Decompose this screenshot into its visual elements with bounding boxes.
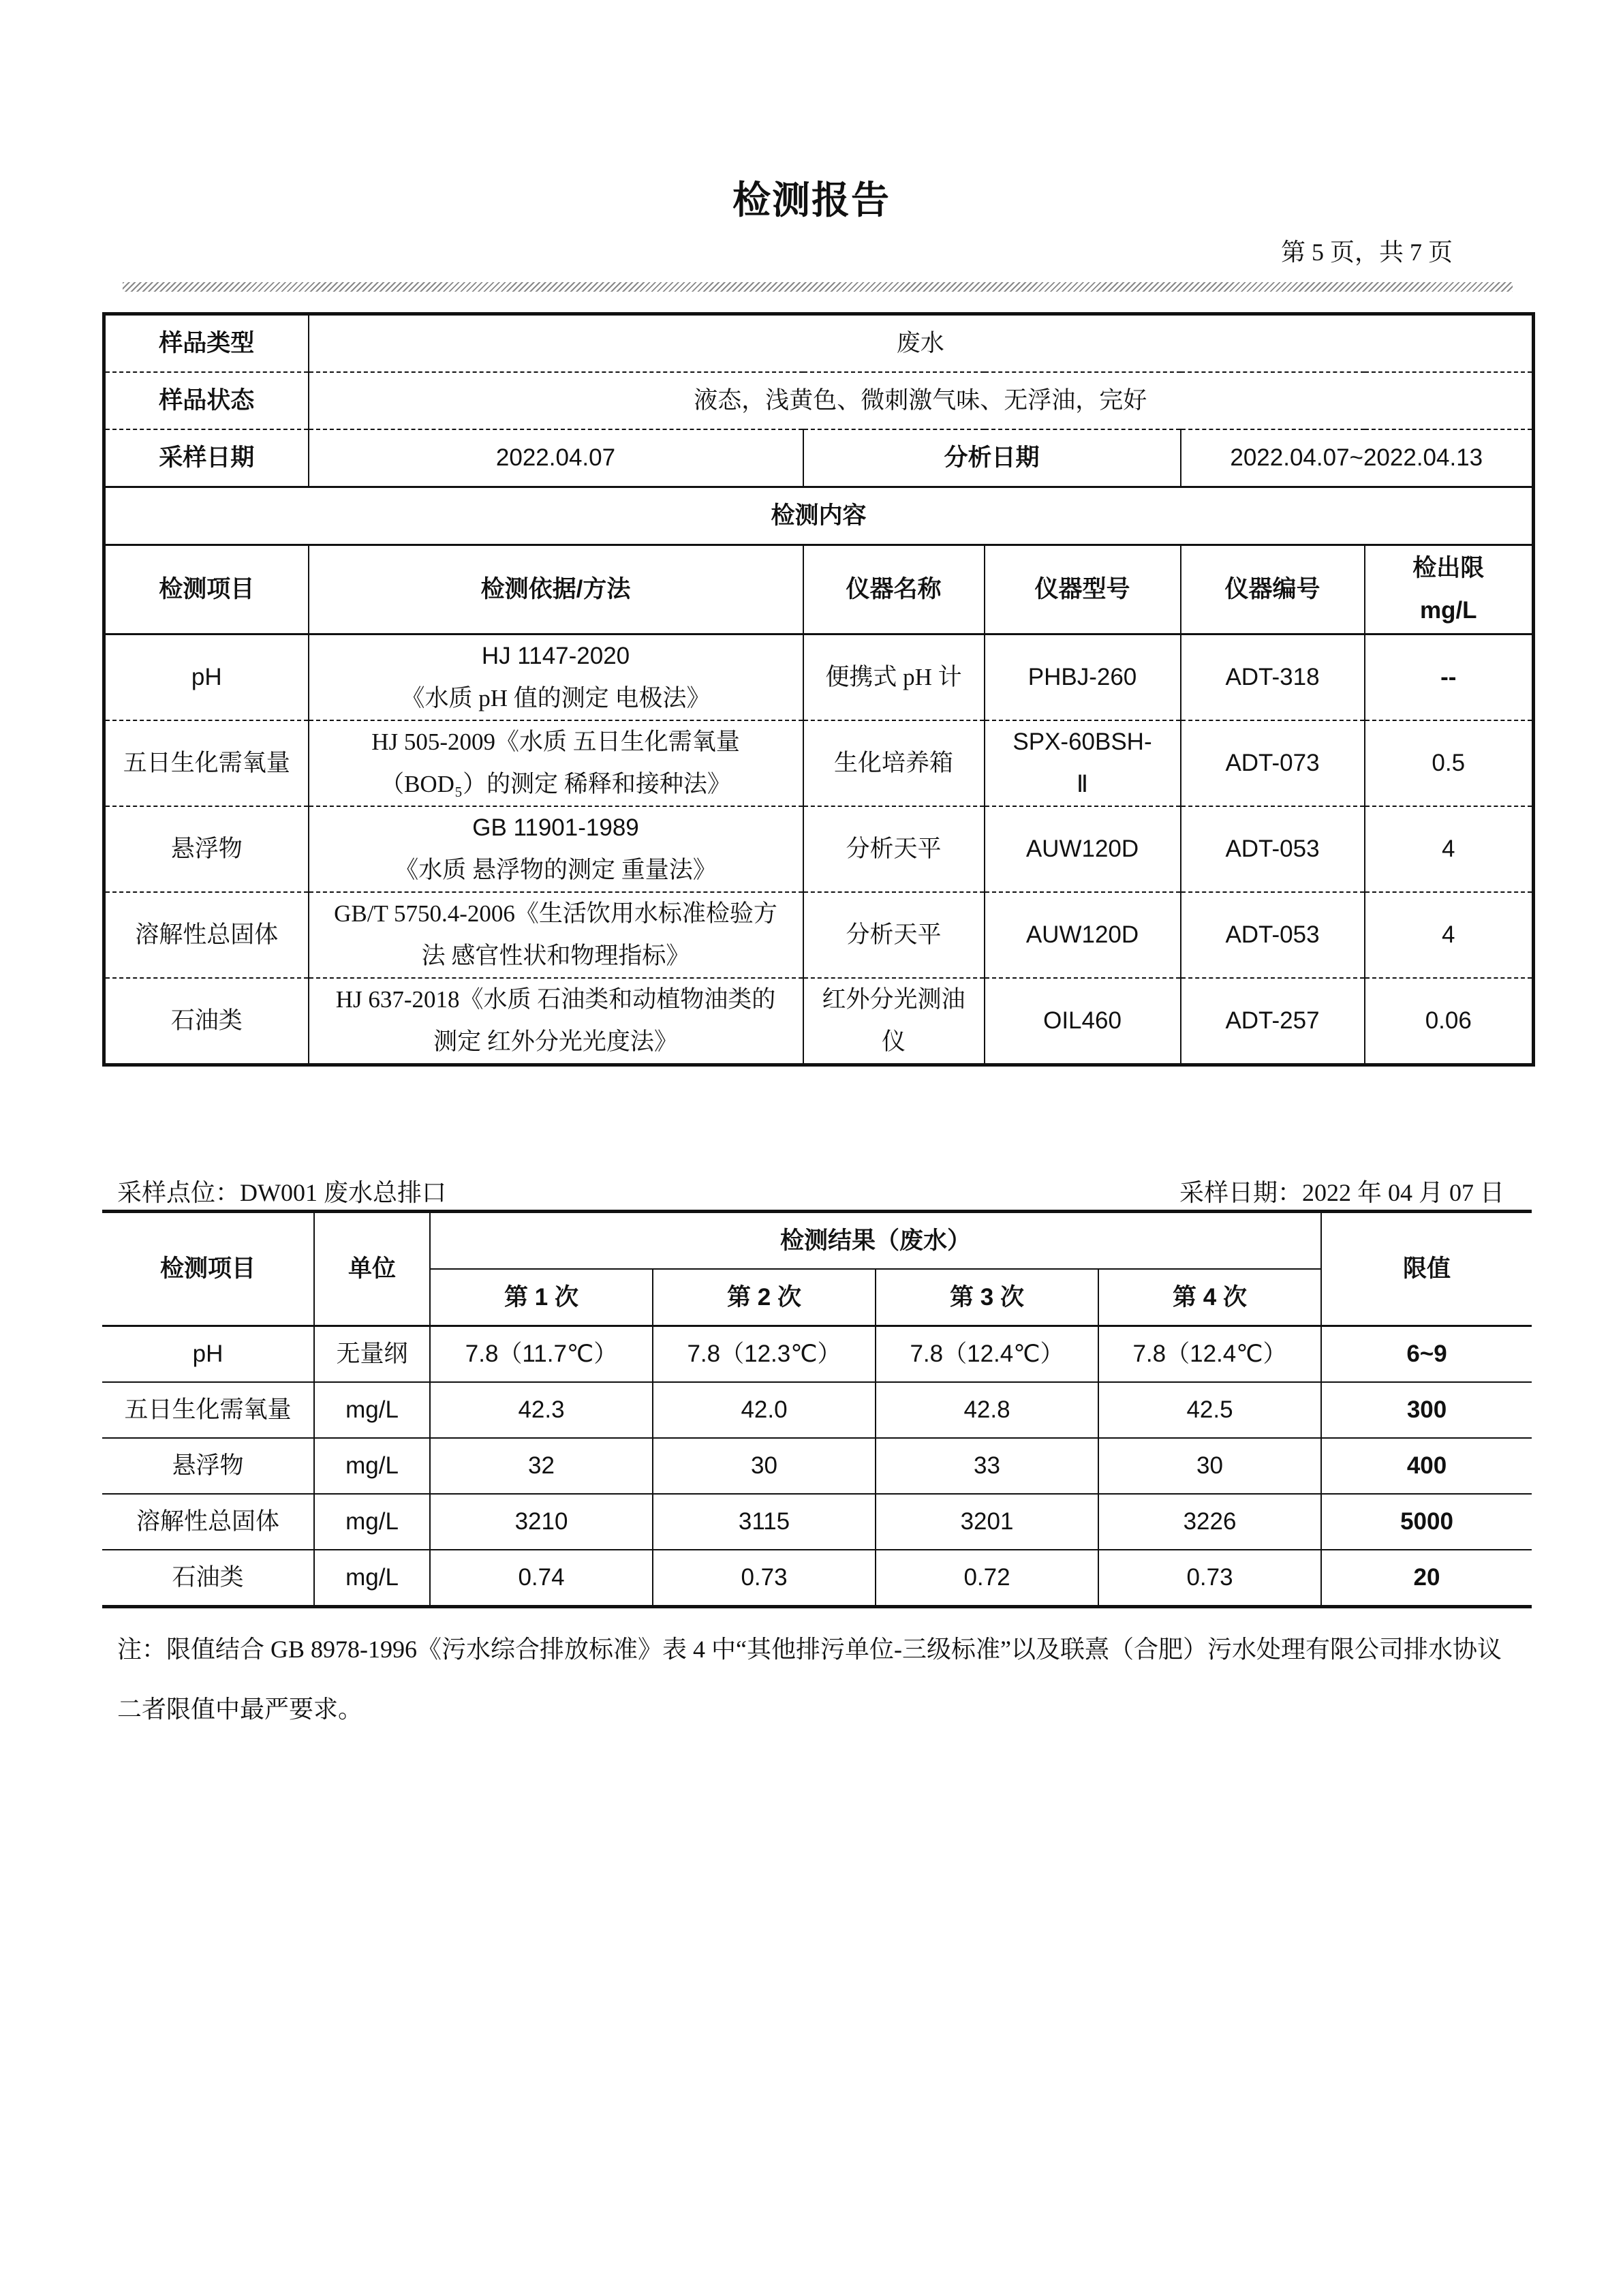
results-header-limit: 限值 bbox=[1321, 1212, 1532, 1326]
result-limit: 6~9 bbox=[1321, 1326, 1532, 1383]
header-method: 检测依据/方法 bbox=[309, 545, 803, 634]
result-run-2: 0.73 bbox=[653, 1550, 876, 1607]
method-model: OIL460 bbox=[985, 978, 1181, 1065]
result-run-4: 42.5 bbox=[1098, 1382, 1321, 1438]
result-unit: mg/L bbox=[314, 1494, 430, 1550]
section-title: 检测内容 bbox=[104, 487, 1534, 545]
header-item: 检测项目 bbox=[104, 545, 309, 634]
method-item: 五日生化需氧量 bbox=[104, 720, 309, 806]
result-unit: mg/L bbox=[314, 1550, 430, 1607]
result-run-2: 3115 bbox=[653, 1494, 876, 1550]
method-instrument: 分析天平 bbox=[803, 892, 985, 978]
method-limit: 0.5 bbox=[1365, 720, 1534, 806]
result-item: 五日生化需氧量 bbox=[102, 1382, 314, 1438]
sampling-date-value: 2022.04.07 bbox=[309, 429, 803, 487]
result-item: pH bbox=[102, 1326, 314, 1383]
method-limit: 4 bbox=[1365, 892, 1534, 978]
result-limit: 20 bbox=[1321, 1550, 1532, 1607]
footnote: 注：限值结合 GB 8978-1996《污水综合排放标准》表 4 中“其他排污单位-三级标准”以及联熹（合肥）污水处理有限公司排水协议二者限值中最严要求。 bbox=[117, 1636, 1502, 1723]
results-header-unit: 单位 bbox=[314, 1212, 430, 1326]
page-title: 检测报告 bbox=[732, 179, 891, 221]
method-model: PHBJ-260 bbox=[985, 634, 1181, 721]
result-run-2: 42.0 bbox=[653, 1382, 876, 1438]
result-run-2: 7.8（12.3℃） bbox=[653, 1326, 876, 1383]
result-row bbox=[102, 1326, 1532, 1383]
results-header-group: 检测结果（废水） bbox=[430, 1212, 1321, 1270]
analysis-date-value: 2022.04.07~2022.04.13 bbox=[1181, 429, 1534, 487]
method-instrument: 红外分光测油 仪 bbox=[803, 978, 985, 1065]
method-serial: ADT-257 bbox=[1181, 978, 1365, 1065]
result-run-4: 7.8（12.4℃） bbox=[1098, 1326, 1321, 1383]
result-run-4: 30 bbox=[1098, 1438, 1321, 1494]
method-standard: HJ 1147-2020 《水质 pH 值的测定 电极法》 bbox=[309, 634, 803, 721]
method-row bbox=[104, 720, 1534, 806]
method-limit: 0.06 bbox=[1365, 978, 1534, 1065]
methods-table bbox=[102, 312, 1535, 1067]
result-row bbox=[102, 1438, 1532, 1494]
sample-state-value: 液态，浅黄色、微刺激气味、无浮油，完好 bbox=[309, 372, 1534, 429]
header-model: 仪器型号 bbox=[985, 545, 1181, 634]
method-item: pH bbox=[104, 634, 309, 721]
method-model: AUW120D bbox=[985, 892, 1181, 978]
method-limit: -- bbox=[1365, 634, 1534, 721]
result-unit: mg/L bbox=[314, 1382, 430, 1438]
result-row bbox=[102, 1494, 1532, 1550]
result-unit: mg/L bbox=[314, 1438, 430, 1494]
method-standard: HJ 637-2018《水质 石油类和动植物油类的 测定 红外分光光度法》 bbox=[309, 978, 803, 1065]
sample-type-value: 废水 bbox=[309, 314, 1534, 373]
header-instrument: 仪器名称 bbox=[803, 545, 985, 634]
method-serial: ADT-073 bbox=[1181, 720, 1365, 806]
method-instrument: 分析天平 bbox=[803, 806, 985, 892]
method-item: 石油类 bbox=[104, 978, 309, 1065]
results-header-run-2: 第 2 次 bbox=[653, 1269, 876, 1326]
results-header-run-3: 第 3 次 bbox=[876, 1269, 1098, 1326]
result-limit: 5000 bbox=[1321, 1494, 1532, 1550]
result-run-3: 3201 bbox=[876, 1494, 1098, 1550]
method-standard: GB 11901-1989 《水质 悬浮物的测定 重量法》 bbox=[309, 806, 803, 892]
analysis-date-label: 分析日期 bbox=[803, 429, 1181, 487]
result-item: 石油类 bbox=[102, 1550, 314, 1607]
method-row bbox=[104, 892, 1534, 978]
results-table bbox=[102, 1210, 1532, 1608]
results-header-item: 检测项目 bbox=[102, 1212, 314, 1326]
method-serial: ADT-053 bbox=[1181, 806, 1365, 892]
method-instrument: 便携式 pH 计 bbox=[803, 634, 985, 721]
method-model: SPX-60BSH- Ⅱ bbox=[985, 720, 1181, 806]
result-item: 溶解性总固体 bbox=[102, 1494, 314, 1550]
method-serial: ADT-053 bbox=[1181, 892, 1365, 978]
method-row bbox=[104, 634, 1534, 721]
result-run-2: 30 bbox=[653, 1438, 876, 1494]
sample-type-row bbox=[104, 314, 1534, 373]
result-run-1: 0.74 bbox=[430, 1550, 653, 1607]
method-standard: HJ 505-2009《水质 五日生化需氧量 （BOD₅）的测定 稀释和接种法》 bbox=[309, 720, 803, 806]
sampling-date-label: 采样日期 bbox=[104, 429, 309, 487]
header-divider bbox=[123, 282, 1513, 292]
method-model: AUW120D bbox=[985, 806, 1181, 892]
results-header-run-4: 第 4 次 bbox=[1098, 1269, 1321, 1326]
result-unit: 无量纲 bbox=[314, 1326, 430, 1383]
sample-state-row bbox=[104, 372, 1534, 429]
result-item: 悬浮物 bbox=[102, 1438, 314, 1494]
method-item: 溶解性总固体 bbox=[104, 892, 309, 978]
result-limit: 400 bbox=[1321, 1438, 1532, 1494]
method-item: 悬浮物 bbox=[104, 806, 309, 892]
result-run-4: 0.73 bbox=[1098, 1550, 1321, 1607]
page-number: 第 5 页，共 7 页 bbox=[1280, 239, 1453, 266]
result-limit: 300 bbox=[1321, 1382, 1532, 1438]
method-serial: ADT-318 bbox=[1181, 634, 1365, 721]
results-header-row-1 bbox=[102, 1212, 1532, 1270]
date-row bbox=[104, 429, 1534, 487]
method-instrument: 生化培养箱 bbox=[803, 720, 985, 806]
result-row bbox=[102, 1550, 1532, 1607]
results-sampling-date: 采样日期：2022 年 04 月 07 日 bbox=[1179, 1179, 1504, 1206]
result-run-1: 3210 bbox=[430, 1494, 653, 1550]
methods-header-row bbox=[104, 545, 1534, 634]
method-row bbox=[104, 806, 1534, 892]
method-standard: GB/T 5750.4-2006《生活饮用水标准检验方 法 感官性状和物理指标》 bbox=[309, 892, 803, 978]
method-limit: 4 bbox=[1365, 806, 1534, 892]
results-header-run-1: 第 1 次 bbox=[430, 1269, 653, 1326]
result-run-3: 42.8 bbox=[876, 1382, 1098, 1438]
sample-type-label: 样品类型 bbox=[104, 314, 309, 373]
result-run-4: 3226 bbox=[1098, 1494, 1321, 1550]
result-run-3: 33 bbox=[876, 1438, 1098, 1494]
header-serial: 仪器编号 bbox=[1181, 545, 1365, 634]
result-run-1: 7.8（11.7℃） bbox=[430, 1326, 653, 1383]
sample-state-label: 样品状态 bbox=[104, 372, 309, 429]
header-limit: 检出限 mg/L bbox=[1365, 545, 1534, 634]
result-row bbox=[102, 1382, 1532, 1438]
result-run-1: 32 bbox=[430, 1438, 653, 1494]
sampling-point: 采样点位：DW001 废水总排口 bbox=[117, 1179, 446, 1206]
result-run-3: 7.8（12.4℃） bbox=[876, 1326, 1098, 1383]
method-row bbox=[104, 978, 1534, 1065]
result-run-1: 42.3 bbox=[430, 1382, 653, 1438]
result-run-3: 0.72 bbox=[876, 1550, 1098, 1607]
section-title-row bbox=[104, 487, 1534, 545]
